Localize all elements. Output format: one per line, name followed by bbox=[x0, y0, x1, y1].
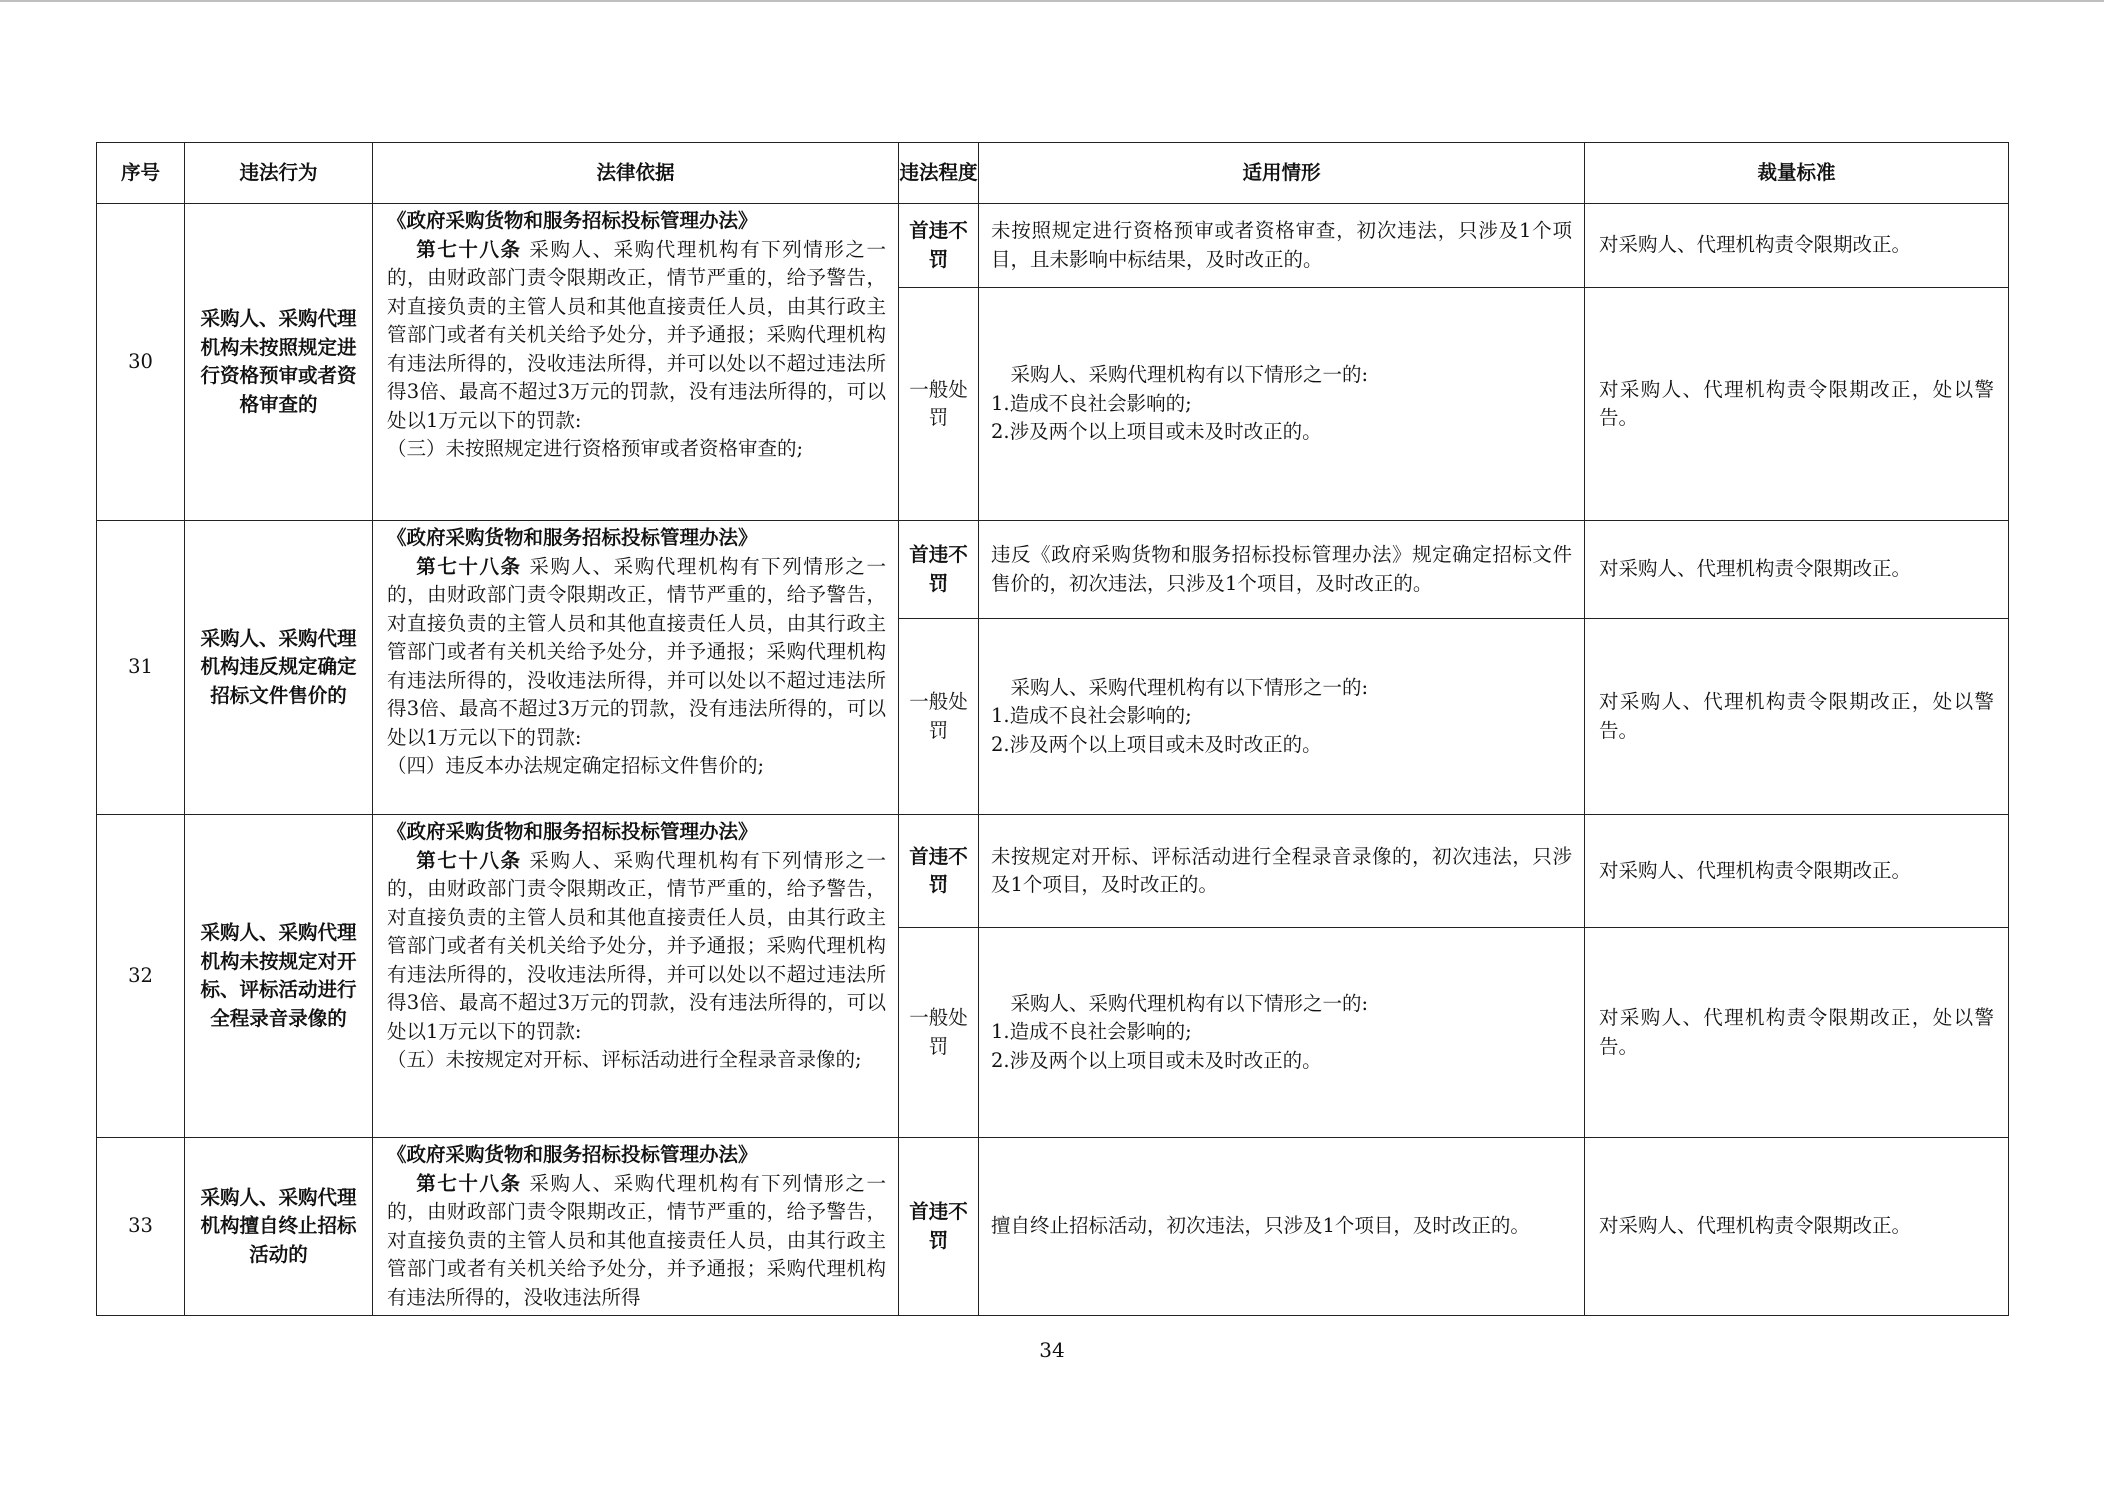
standard-first-offense: 对采购人、代理机构责令限期改正。 bbox=[1585, 204, 2009, 288]
table-row bbox=[97, 521, 2009, 619]
degree-first-offense: 首违不罚 bbox=[899, 204, 979, 288]
article-item: （三）未按照规定进行资格预审或者资格审查的; bbox=[387, 437, 804, 460]
condition-general bbox=[979, 619, 1585, 815]
article-body: 采购人、采购代理机构有下列情形之一的，由财政部门责令限期改正，情节严重的，给予警告，对直接负责的主管人员和其他直接责任人员，由其行政主管部门或者有关机关给予处分，并予通报；采购代理机构有违法所得的，没收违法所得，并可以处以不超过违法所得3倍、最高不超过3万元的罚款，没有违法所得的，可以处以1万元以下的罚款: bbox=[387, 554, 886, 749]
law-title: 《政府采购货物和服务招标投标管理办法》 bbox=[387, 1143, 758, 1166]
violation-behavior: 采购人、采购代理机构擅自终止招标活动的 bbox=[185, 1138, 373, 1316]
degree-general: 一般处罚 bbox=[899, 288, 979, 521]
condition-item: 2.涉及两个以上项目或未及时改正的。 bbox=[991, 1048, 1322, 1072]
condition-item: 2.涉及两个以上项目或未及时改正的。 bbox=[991, 732, 1322, 756]
condition-item: 1.造成不良社会影响的; bbox=[991, 391, 1192, 415]
degree-general: 一般处罚 bbox=[899, 619, 979, 815]
article-body: 采购人、采购代理机构有下列情形之一的，由财政部门责令限期改正，情节严重的，给予警告，对直接负责的主管人员和其他直接责任人员，由其行政主管部门或者有关机关给予处分，并予通报；采购代理机构有违法所得的，没收违法所得 bbox=[387, 1171, 886, 1309]
violation-behavior: 采购人、采购代理机构未按规定对开标、评标活动进行全程录音录像的 bbox=[185, 815, 373, 1138]
law-title: 《政府采购货物和服务招标投标管理办法》 bbox=[387, 820, 758, 843]
condition-first-offense: 未按照规定进行资格预审或者资格审查，初次违法，只涉及1个项目，且未影响中标结果，及时改正的。 bbox=[979, 204, 1585, 288]
standard-general: 对采购人、代理机构责令限期改正，处以警告。 bbox=[1585, 288, 2009, 521]
article-paragraph bbox=[387, 553, 886, 753]
header-condition: 适用情形 bbox=[979, 143, 1585, 204]
article-item: （四）违反本办法规定确定招标文件售价的; bbox=[387, 754, 765, 777]
standard-first-offense: 对采购人、代理机构责令限期改正。 bbox=[1585, 1138, 2009, 1316]
legal-basis bbox=[373, 815, 899, 1138]
legal-basis bbox=[373, 1138, 899, 1316]
condition-item: 2.涉及两个以上项目或未及时改正的。 bbox=[991, 420, 1322, 444]
condition-general bbox=[979, 928, 1585, 1138]
condition-first-offense: 未按规定对开标、评标活动进行全程录音录像的，初次违法，只涉及1个项目，及时改正的。 bbox=[979, 815, 1585, 928]
standard-general: 对采购人、代理机构责令限期改正，处以警告。 bbox=[1585, 928, 2009, 1138]
condition-general bbox=[979, 288, 1585, 521]
table-row bbox=[97, 204, 2009, 288]
condition-item: 1.造成不良社会影响的; bbox=[991, 1020, 1192, 1044]
violation-behavior: 采购人、采购代理机构未按照规定进行资格预审或者资格审查的 bbox=[185, 204, 373, 521]
law-title: 《政府采购货物和服务招标投标管理办法》 bbox=[387, 526, 758, 549]
article-number: 第七十八条 bbox=[416, 1171, 522, 1195]
row-number: 30 bbox=[97, 204, 185, 521]
condition-lead: 采购人、采购代理机构有以下情形之一的: bbox=[1010, 675, 1369, 699]
table-row bbox=[97, 1138, 2009, 1316]
violation-behavior: 采购人、采购代理机构违反规定确定招标文件售价的 bbox=[185, 521, 373, 815]
header-basis: 法律依据 bbox=[373, 143, 899, 204]
article-body: 采购人、采购代理机构有下列情形之一的，由财政部门责令限期改正，情节严重的，给予警告，对直接负责的主管人员和其他直接责任人员，由其行政主管部门或者有关机关给予处分，并予通报；采购代理机构有违法所得的，没收违法所得，并可以处以不超过违法所得3倍、最高不超过3万元的罚款，没有违法所得的，可以处以1万元以下的罚款: bbox=[387, 848, 886, 1043]
top-rule bbox=[0, 0, 2104, 2]
condition-lead: 采购人、采购代理机构有以下情形之一的: bbox=[1010, 363, 1369, 387]
legal-basis bbox=[373, 521, 899, 815]
row-number: 33 bbox=[97, 1138, 185, 1316]
degree-first-offense: 首违不罚 bbox=[899, 1138, 979, 1316]
article-number: 第七十八条 bbox=[416, 848, 522, 872]
standard-first-offense: 对采购人、代理机构责令限期改正。 bbox=[1585, 521, 2009, 619]
condition-first-offense: 违反《政府采购货物和服务招标投标管理办法》规定确定招标文件售价的，初次违法，只涉及1个项目，及时改正的。 bbox=[979, 521, 1585, 619]
article-paragraph bbox=[387, 847, 886, 1047]
table-row bbox=[97, 815, 2009, 928]
header-standard: 裁量标准 bbox=[1585, 143, 2009, 204]
condition-item: 1.造成不良社会影响的; bbox=[991, 704, 1192, 728]
degree-first-offense: 首违不罚 bbox=[899, 815, 979, 928]
legal-basis bbox=[373, 204, 899, 521]
article-number: 第七十八条 bbox=[416, 554, 522, 578]
condition-lead: 采购人、采购代理机构有以下情形之一的: bbox=[1010, 991, 1369, 1015]
degree-general: 一般处罚 bbox=[899, 928, 979, 1138]
header-behavior: 违法行为 bbox=[185, 143, 373, 204]
article-item: （五）未按规定对开标、评标活动进行全程录音录像的; bbox=[387, 1048, 862, 1071]
article-paragraph bbox=[387, 1170, 886, 1313]
degree-first-offense: 首违不罚 bbox=[899, 521, 979, 619]
standard-first-offense: 对采购人、代理机构责令限期改正。 bbox=[1585, 815, 2009, 928]
article-body: 采购人、采购代理机构有下列情形之一的，由财政部门责令限期改正，情节严重的，给予警告，对直接负责的主管人员和其他直接责任人员，由其行政主管部门或者有关机关给予处分，并予通报；采购代理机构有违法所得的，没收违法所得，并可以处以不超过违法所得3倍、最高不超过3万元的罚款，没有违法所得的，可以处以1万元以下的罚款: bbox=[387, 237, 886, 432]
header-num: 序号 bbox=[97, 143, 185, 204]
penalty-standard-table bbox=[96, 142, 2009, 1316]
page-number: 34 bbox=[1039, 1338, 1065, 1362]
article-number: 第七十八条 bbox=[416, 237, 522, 261]
article-paragraph bbox=[387, 236, 886, 436]
standard-general: 对采购人、代理机构责令限期改正，处以警告。 bbox=[1585, 619, 2009, 815]
condition-first-offense: 擅自终止招标活动，初次违法，只涉及1个项目，及时改正的。 bbox=[979, 1138, 1585, 1316]
law-title: 《政府采购货物和服务招标投标管理办法》 bbox=[387, 209, 758, 232]
row-number: 31 bbox=[97, 521, 185, 815]
row-number: 32 bbox=[97, 815, 185, 1138]
header-degree: 违法程度 bbox=[899, 143, 979, 204]
table-header-row bbox=[97, 143, 2009, 204]
